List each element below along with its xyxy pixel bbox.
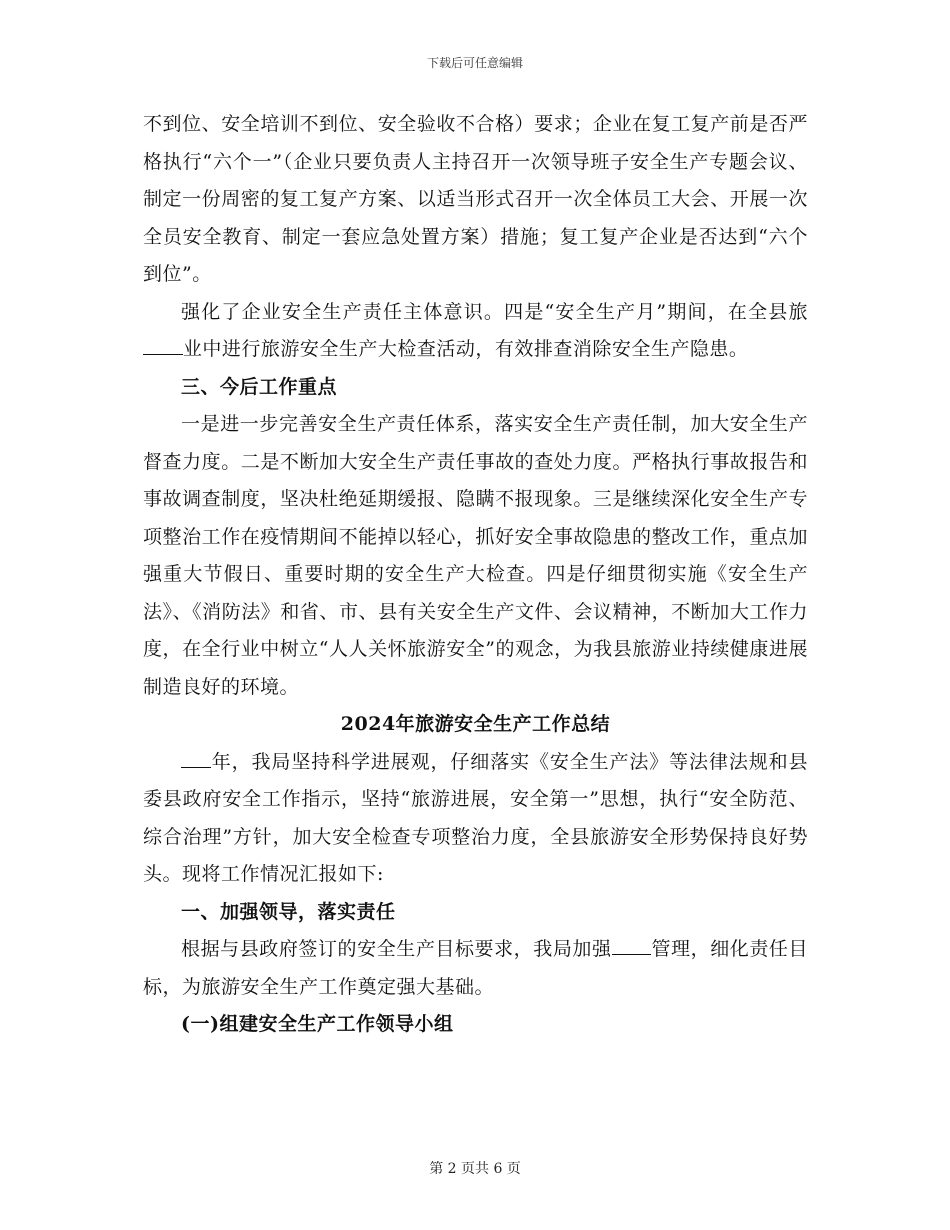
paragraph-text: 年，我局坚持科学进展观，仔细落实《安全生产法》等法律法规和县委县政府安全工作指示，坚持“旅游进展，安全第一”思想，执行“安全防范、综合治理”方针，加大安全检查专项整治力度，全县旅游安全形势保持良好势头。现将工作情况汇报如下: <box>143 750 808 885</box>
paragraph-responsibility <box>143 294 808 369</box>
paragraph-text: 业中进行旅游安全生产大检查活动，有效排查消除安全生产隐患。 <box>182 338 749 360</box>
section-heading-future-work: 三、今后工作重点 <box>181 375 338 398</box>
paragraph-text: 强化了企业安全生产责任主体意识。四是“安全生产月”期间，在全县旅 <box>181 300 808 323</box>
document-title: 2024年旅游安全生产工作总结 <box>340 713 611 735</box>
document-body <box>143 106 808 1044</box>
page-number: 第 2 页共 6 页 <box>429 1161 521 1177</box>
fill-blank <box>143 337 183 355</box>
fill-blank <box>181 749 211 767</box>
paragraph-targets <box>143 931 808 1006</box>
page-header-note: 下载后可任意编辑 <box>426 56 523 70</box>
subsection-heading-leading-group: (一)组建安全生产工作领导小组 <box>181 1013 454 1035</box>
paragraph-text: 管理，细化责任目标，为旅游安全生产工作奠定强大基础。 <box>143 938 808 998</box>
section-heading-leadership: 一、加强领导，落实责任 <box>181 900 396 923</box>
fill-blank <box>612 937 652 955</box>
paragraph-text: 根据与县政府签订的安全生产目标要求，我局加强 <box>181 938 612 960</box>
paragraph-continuation: 不到位、安全培训不到位、安全验收不合格）要求；企业在复工复产前是否严格执行“六个一”（企业只要负责人主持召开一次领导班子安全生产专题会议、制定一份周密的复工复产方案、以适当形式召开一次全体员工大会、开展一次全员安全教育、制定一套应急处置方案）措施；复工复产企业是否达到“六个到位”。 <box>143 113 808 285</box>
paragraph-intro <box>143 744 808 894</box>
paragraph-future-work: 一是进一步完善安全生产责任体系，落实安全生产责任制，加大安全生产督查力度。二是不断加大安全生产责任事故的查处力度。严格执行事故报告和事故调查制度，坚决杜绝延期缓报、隐瞒不报现象。三是继续深化安全生产专项整治工作在疫情期间不能掉以轻心，抓好安全事故隐患的整改工作，重点加强重大节假日、重要时期的安全生产大检查。四是仔细贯彻实施《安全生产法》、《消防法》和省、市、县有关安全生产文件、会议精神，不断加大工作力度，在全行业中树立“人人关怀旅游安全”的观念，为我县旅游业持续健康进展制造良好的环境。 <box>143 413 808 698</box>
